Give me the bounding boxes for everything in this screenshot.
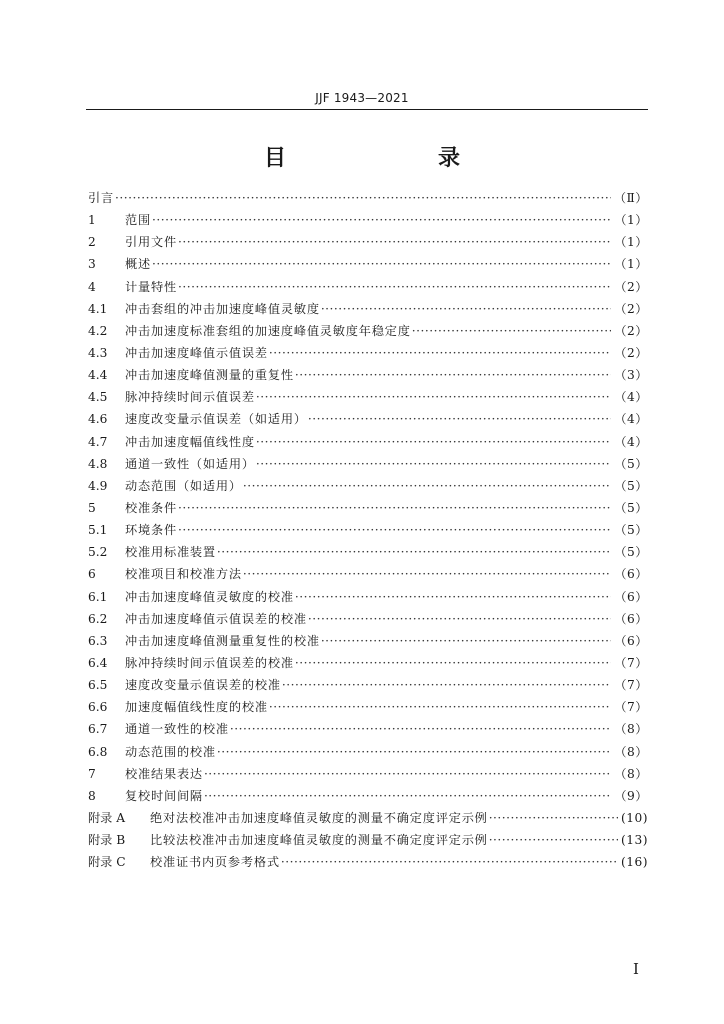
toc-dot-leader bbox=[256, 386, 611, 408]
toc-entry[interactable] bbox=[88, 563, 648, 585]
toc-entry-title: 概述 bbox=[125, 257, 151, 272]
toc-entry-title: 引言 bbox=[88, 191, 114, 205]
toc-entry-number: 4.3 bbox=[88, 345, 108, 360]
toc-dot-leader bbox=[295, 364, 612, 386]
toc-entry-number: 4.1 bbox=[88, 301, 108, 316]
toc-entry-page: (13) bbox=[620, 833, 648, 848]
toc-dot-leader bbox=[489, 829, 618, 851]
toc-entry[interactable] bbox=[88, 829, 648, 851]
toc-entry-number: 4.4 bbox=[88, 368, 108, 383]
toc-entry-page: （6） bbox=[614, 611, 648, 626]
toc-entry[interactable] bbox=[88, 298, 648, 320]
toc-entry-page: （7） bbox=[614, 678, 648, 693]
toc-entry-page: （8） bbox=[614, 722, 648, 737]
toc-dot-leader bbox=[230, 718, 611, 740]
toc-entry[interactable] bbox=[88, 386, 648, 408]
toc-entry-page: （1） bbox=[614, 257, 648, 272]
toc-entry[interactable] bbox=[88, 807, 648, 829]
toc-dot-leader bbox=[178, 519, 611, 541]
toc-entry-number: 4.7 bbox=[88, 434, 108, 449]
toc-entry-page: （7） bbox=[614, 700, 648, 715]
toc-entry-page: （5） bbox=[614, 478, 648, 493]
toc-entry-title: 校准条件 bbox=[125, 500, 177, 515]
toc-entry-title: 动态范围（如适用） bbox=[125, 478, 242, 493]
toc-entry-page: （9） bbox=[614, 788, 648, 803]
toc-entry-title: 冲击加速度标准套组的加速度峰值灵敏度年稳定度 bbox=[125, 323, 411, 338]
toc-entry-page: (16) bbox=[620, 855, 648, 870]
toc-entry-number: 4.6 bbox=[88, 412, 108, 427]
toc-entry-title: 加速度幅值线性度的校准 bbox=[125, 700, 268, 715]
toc-entry-number: 7 bbox=[88, 766, 96, 781]
toc-dot-leader bbox=[178, 276, 611, 298]
toc-dot-leader bbox=[243, 475, 611, 497]
toc-entry[interactable] bbox=[88, 209, 648, 231]
toc-entry-number: 6.1 bbox=[88, 589, 108, 604]
toc-entry-number: 6.8 bbox=[88, 744, 108, 759]
toc-entry-title: 冲击加速度幅值线性度 bbox=[125, 434, 255, 449]
toc-entry-title: 计量特性 bbox=[125, 279, 177, 294]
toc-entry-number: 附录 C bbox=[88, 855, 126, 870]
toc-dot-leader bbox=[217, 541, 611, 563]
toc-entry-title: 脉冲持续时间示值误差 bbox=[125, 390, 255, 405]
toc-dot-leader bbox=[281, 851, 618, 873]
toc-entry-title: 通道一致性（如适用） bbox=[125, 456, 255, 471]
toc-dot-leader bbox=[256, 453, 611, 475]
toc-entry-number: 4.9 bbox=[88, 478, 108, 493]
toc-entry-number: 3 bbox=[88, 257, 96, 272]
toc-entry-number: 4.2 bbox=[88, 323, 108, 338]
toc-dot-leader bbox=[308, 408, 612, 430]
toc-entry[interactable] bbox=[88, 475, 648, 497]
toc-entry-title: 冲击加速度峰值示值误差 bbox=[125, 345, 268, 360]
toc-entry-page: （3） bbox=[614, 368, 648, 383]
toc-entry-title: 环境条件 bbox=[125, 523, 177, 538]
toc-entry-title: 校准用标准装置 bbox=[125, 545, 216, 560]
toc-entry-title: 校准证书内页参考格式 bbox=[150, 855, 280, 870]
toc-entry-title: 动态范围的校准 bbox=[125, 744, 216, 759]
toc-entry[interactable] bbox=[88, 187, 648, 209]
toc-entry-title: 通道一致性的校准 bbox=[125, 722, 229, 737]
toc-entry-page: （5） bbox=[614, 500, 648, 515]
toc-entry-page: （5） bbox=[614, 545, 648, 560]
toc-entry-page: （Ⅱ） bbox=[613, 191, 648, 205]
toc-entry-page: （5） bbox=[614, 456, 648, 471]
toc-entry-number: 6.2 bbox=[88, 611, 108, 626]
toc-dot-leader bbox=[489, 807, 618, 829]
toc-entry-number: 4.5 bbox=[88, 390, 108, 405]
toc-entry[interactable] bbox=[88, 586, 648, 608]
toc-entry-number: 1 bbox=[88, 213, 96, 228]
toc-entry-number: 4.8 bbox=[88, 456, 108, 471]
toc-entry-page: （4） bbox=[614, 390, 648, 405]
toc-entry-page: （6） bbox=[614, 589, 648, 604]
toc-entry[interactable] bbox=[88, 652, 648, 674]
toc-entry-title: 校准结果表达 bbox=[125, 766, 203, 781]
toc-entry[interactable] bbox=[88, 785, 648, 807]
toc-entry-number: 5.2 bbox=[88, 545, 108, 560]
toc-entry-page: （8） bbox=[614, 744, 648, 759]
toc-dot-leader bbox=[295, 652, 612, 674]
toc-entry-number: 2 bbox=[88, 235, 96, 250]
toc-entry[interactable] bbox=[88, 519, 648, 541]
toc-entry-number: 6.4 bbox=[88, 655, 108, 670]
toc-entry-number: 6.6 bbox=[88, 700, 108, 715]
toc-entry[interactable] bbox=[88, 453, 648, 475]
toc-dot-leader bbox=[308, 608, 612, 630]
toc-entry-page: （1） bbox=[614, 235, 648, 250]
toc-dot-leader bbox=[178, 231, 611, 253]
toc-entry[interactable] bbox=[88, 851, 648, 873]
toc-entry-title: 绝对法校准冲击加速度峰值灵敏度的测量不确定度评定示例 bbox=[150, 810, 488, 825]
toc-entry[interactable] bbox=[88, 276, 648, 298]
toc-entry-title: 引用文件 bbox=[125, 235, 177, 250]
toc-entry-title: 复校时间间隔 bbox=[125, 788, 203, 803]
toc-entry-number: 6.5 bbox=[88, 678, 108, 693]
toc-entry-page: （5） bbox=[614, 523, 648, 538]
toc-entry-title: 冲击加速度峰值测量的重复性 bbox=[125, 368, 294, 383]
toc-entry[interactable] bbox=[88, 674, 648, 696]
toc-dot-leader bbox=[243, 563, 611, 585]
toc-entry-number: 6.7 bbox=[88, 722, 108, 737]
toc-entry-page: （2） bbox=[614, 345, 648, 360]
toc-entry[interactable] bbox=[88, 630, 648, 652]
toc-entry-number: 6 bbox=[88, 567, 96, 582]
toc-entry-title: 脉冲持续时间示值误差的校准 bbox=[125, 655, 294, 670]
toc-entry-number: 5.1 bbox=[88, 523, 108, 538]
toc-entry-page: （6） bbox=[614, 633, 648, 648]
toc-entry-page: （2） bbox=[614, 279, 648, 294]
toc-entry-number: 6.3 bbox=[88, 633, 108, 648]
toc-dot-leader bbox=[321, 630, 612, 652]
table-of-contents bbox=[88, 187, 648, 873]
toc-entry[interactable] bbox=[88, 696, 648, 718]
toc-entry-page: （7） bbox=[614, 655, 648, 670]
page-number: I bbox=[633, 960, 639, 978]
toc-entry[interactable] bbox=[88, 342, 648, 364]
toc-dot-leader bbox=[256, 431, 611, 453]
toc-entry-page: (10) bbox=[620, 810, 648, 825]
toc-dot-leader bbox=[152, 253, 611, 275]
toc-dot-leader bbox=[295, 586, 612, 608]
toc-entry-title: 速度改变量示值误差的校准 bbox=[125, 678, 281, 693]
toc-entry-title: 冲击加速度峰值测量重复性的校准 bbox=[125, 633, 320, 648]
toc-entry-page: （4） bbox=[614, 434, 648, 449]
toc-entry[interactable] bbox=[88, 364, 648, 386]
toc-entry-page: （6） bbox=[614, 567, 648, 582]
toc-entry[interactable] bbox=[88, 763, 648, 785]
toc-entry-number: 4 bbox=[88, 279, 96, 294]
toc-entry[interactable] bbox=[88, 741, 648, 763]
toc-dot-leader bbox=[115, 187, 611, 209]
document-code: JJF 1943—2021 bbox=[315, 91, 409, 105]
toc-entry-title: 冲击套组的冲击加速度峰值灵敏度 bbox=[125, 301, 320, 316]
toc-entry-number: 附录 B bbox=[88, 833, 126, 848]
toc-entry-page: （4） bbox=[614, 412, 648, 427]
toc-entry-page: （2） bbox=[614, 323, 648, 338]
toc-dot-leader bbox=[269, 342, 611, 364]
toc-dot-leader bbox=[204, 763, 611, 785]
toc-dot-leader bbox=[217, 741, 611, 763]
toc-entry-page: （8） bbox=[614, 766, 648, 781]
toc-entry-number: 附录 A bbox=[88, 810, 126, 825]
toc-entry-title: 范围 bbox=[125, 213, 151, 228]
toc-entry-number: 8 bbox=[88, 788, 96, 803]
toc-entry[interactable] bbox=[88, 408, 648, 430]
toc-entry-title: 速度改变量示值误差（如适用） bbox=[125, 412, 307, 427]
toc-entry-title: 比较法校准冲击加速度峰值灵敏度的测量不确定度评定示例 bbox=[150, 833, 488, 848]
toc-entry-page: （2） bbox=[614, 301, 648, 316]
toc-entry[interactable] bbox=[88, 497, 648, 519]
toc-entry[interactable] bbox=[88, 320, 648, 342]
toc-entry-title: 冲击加速度峰值示值误差的校准 bbox=[125, 611, 307, 626]
toc-entry-title: 冲击加速度峰值灵敏度的校准 bbox=[125, 589, 294, 604]
header-divider bbox=[86, 109, 648, 110]
toc-dot-leader bbox=[282, 674, 612, 696]
toc-entry[interactable] bbox=[88, 608, 648, 630]
toc-dot-leader bbox=[269, 696, 611, 718]
toc-dot-leader bbox=[321, 298, 612, 320]
toc-dot-leader bbox=[412, 320, 612, 342]
toc-entry-page: （1） bbox=[614, 213, 648, 228]
toc-entry[interactable] bbox=[88, 431, 648, 453]
toc-entry[interactable] bbox=[88, 718, 648, 740]
toc-entry-title: 校准项目和校准方法 bbox=[125, 567, 242, 582]
toc-entry[interactable] bbox=[88, 231, 648, 253]
toc-dot-leader bbox=[204, 785, 611, 807]
page-title: 目 录 bbox=[263, 146, 496, 171]
toc-dot-leader bbox=[178, 497, 611, 519]
toc-entry-number: 5 bbox=[88, 500, 96, 515]
toc-dot-leader bbox=[152, 209, 611, 231]
toc-entry[interactable] bbox=[88, 541, 648, 563]
toc-entry[interactable] bbox=[88, 253, 648, 275]
